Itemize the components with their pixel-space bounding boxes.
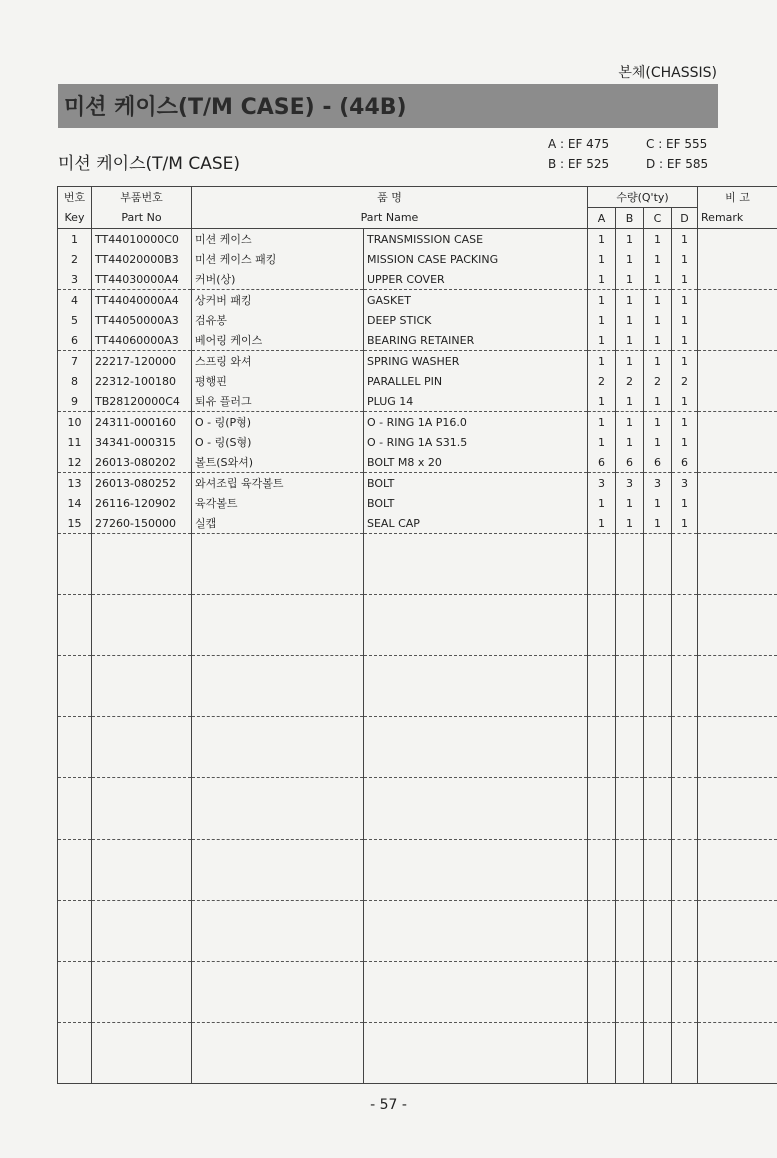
row-name-ko: 퇴유 플러그 bbox=[192, 391, 364, 412]
row-key: 2 bbox=[58, 249, 92, 269]
empty-cell bbox=[192, 595, 364, 656]
row-name-en: BOLT bbox=[364, 493, 588, 513]
row-part-no: 24311-000160 bbox=[92, 412, 192, 433]
row-remark bbox=[698, 290, 777, 311]
row-remark bbox=[698, 249, 777, 269]
empty-cell bbox=[698, 778, 777, 839]
row-qty-a: 3 bbox=[588, 473, 616, 494]
row-part-no: 34341-000315 bbox=[92, 432, 192, 452]
empty-row bbox=[58, 534, 777, 595]
empty-cell bbox=[58, 961, 92, 1022]
row-qty-d: 2 bbox=[672, 371, 698, 391]
row-name-en: GASKET bbox=[364, 290, 588, 311]
row-remark bbox=[698, 452, 777, 473]
row-part-no: 22312-100180 bbox=[92, 371, 192, 391]
row-key: 11 bbox=[58, 432, 92, 452]
header-qty-a: A bbox=[588, 208, 616, 229]
row-qty-c: 1 bbox=[644, 290, 672, 311]
empty-cell bbox=[588, 839, 616, 900]
empty-cell bbox=[192, 717, 364, 778]
row-part-no: TT44060000A3 bbox=[92, 330, 192, 351]
empty-cell bbox=[364, 595, 588, 656]
empty-cell bbox=[698, 900, 777, 961]
row-qty-d: 1 bbox=[672, 351, 698, 372]
header-qty: 수량(Q'ty) bbox=[588, 187, 698, 208]
row-key: 12 bbox=[58, 452, 92, 473]
header-row-korean bbox=[58, 187, 777, 208]
table-row bbox=[58, 310, 777, 330]
row-qty-d: 1 bbox=[672, 513, 698, 534]
empty-cell bbox=[364, 717, 588, 778]
row-name-ko: 육각볼트 bbox=[192, 493, 364, 513]
row-part-no: 26013-080202 bbox=[92, 452, 192, 473]
row-qty-c: 1 bbox=[644, 310, 672, 330]
row-name-en: TRANSMISSION CASE bbox=[364, 229, 588, 250]
row-qty-c: 1 bbox=[644, 330, 672, 351]
empty-cell bbox=[364, 656, 588, 717]
model-d: D : EF 585 bbox=[646, 157, 709, 171]
table-row bbox=[58, 371, 777, 391]
empty-cell bbox=[616, 1022, 644, 1083]
empty-cell bbox=[644, 534, 672, 595]
empty-cell bbox=[698, 839, 777, 900]
row-name-ko: 미션 케이스 패킹 bbox=[192, 249, 364, 269]
row-name-en: DEEP STICK bbox=[364, 310, 588, 330]
empty-cell bbox=[616, 778, 644, 839]
empty-cell bbox=[644, 1022, 672, 1083]
row-qty-b: 1 bbox=[616, 432, 644, 452]
empty-cell bbox=[588, 595, 616, 656]
table-row bbox=[58, 269, 777, 290]
empty-cell bbox=[192, 961, 364, 1022]
row-name-ko: 볼트(S와셔) bbox=[192, 452, 364, 473]
empty-cell bbox=[92, 595, 192, 656]
row-name-en: UPPER COVER bbox=[364, 269, 588, 290]
row-name-en: SPRING WASHER bbox=[364, 351, 588, 372]
row-name-ko: O - 링(P형) bbox=[192, 412, 364, 433]
row-remark bbox=[698, 330, 777, 351]
row-qty-d: 3 bbox=[672, 473, 698, 494]
row-qty-a: 1 bbox=[588, 493, 616, 513]
row-name-ko: 상커버 패킹 bbox=[192, 290, 364, 311]
row-qty-d: 1 bbox=[672, 229, 698, 250]
model-c: C : EF 555 bbox=[646, 137, 708, 151]
empty-cell bbox=[192, 656, 364, 717]
row-name-en: PARALLEL PIN bbox=[364, 371, 588, 391]
row-remark bbox=[698, 513, 777, 534]
header-name-ko: 품 명 bbox=[192, 187, 588, 208]
row-qty-a: 1 bbox=[588, 351, 616, 372]
table-row bbox=[58, 351, 777, 372]
empty-row bbox=[58, 595, 777, 656]
row-name-en: O - RING 1A P16.0 bbox=[364, 412, 588, 433]
header-partno-ko: 부품번호 bbox=[92, 187, 192, 208]
row-name-en: SEAL CAP bbox=[364, 513, 588, 534]
table-row bbox=[58, 452, 777, 473]
empty-cell bbox=[698, 534, 777, 595]
empty-cell bbox=[588, 534, 616, 595]
row-qty-a: 1 bbox=[588, 269, 616, 290]
row-name-en: PLUG 14 bbox=[364, 391, 588, 412]
row-qty-b: 3 bbox=[616, 473, 644, 494]
row-part-no: TT44050000A3 bbox=[92, 310, 192, 330]
header-name-en: Part Name bbox=[192, 208, 588, 229]
table-row bbox=[58, 391, 777, 412]
empty-cell bbox=[616, 900, 644, 961]
row-qty-a: 1 bbox=[588, 310, 616, 330]
empty-cell bbox=[698, 1022, 777, 1083]
empty-cell bbox=[92, 656, 192, 717]
row-qty-d: 1 bbox=[672, 391, 698, 412]
model-b: B : EF 525 bbox=[548, 157, 610, 171]
row-qty-d: 1 bbox=[672, 412, 698, 433]
empty-cell bbox=[364, 534, 588, 595]
empty-cell bbox=[364, 961, 588, 1022]
row-key: 14 bbox=[58, 493, 92, 513]
header-qty-d: D bbox=[672, 208, 698, 229]
row-qty-d: 1 bbox=[672, 249, 698, 269]
row-name-ko: 스프링 와셔 bbox=[192, 351, 364, 372]
row-qty-c: 3 bbox=[644, 473, 672, 494]
row-qty-d: 1 bbox=[672, 493, 698, 513]
empty-row bbox=[58, 961, 777, 1022]
row-name-ko: O - 링(S형) bbox=[192, 432, 364, 452]
empty-cell bbox=[92, 1022, 192, 1083]
empty-cell bbox=[92, 717, 192, 778]
row-name-en: O - RING 1A S31.5 bbox=[364, 432, 588, 452]
row-qty-b: 1 bbox=[616, 351, 644, 372]
empty-cell bbox=[588, 778, 616, 839]
empty-cell bbox=[616, 717, 644, 778]
row-key: 15 bbox=[58, 513, 92, 534]
row-name-ko: 평행핀 bbox=[192, 371, 364, 391]
row-part-no: TT44020000B3 bbox=[92, 249, 192, 269]
empty-cell bbox=[672, 778, 698, 839]
row-qty-c: 2 bbox=[644, 371, 672, 391]
header-key-en: Key bbox=[58, 208, 92, 229]
row-name-en: BOLT M8 x 20 bbox=[364, 452, 588, 473]
row-name-ko: 베어링 케이스 bbox=[192, 330, 364, 351]
empty-cell bbox=[644, 839, 672, 900]
row-qty-a: 1 bbox=[588, 513, 616, 534]
empty-cell bbox=[192, 534, 364, 595]
table-row bbox=[58, 493, 777, 513]
row-name-en: BEARING RETAINER bbox=[364, 330, 588, 351]
empty-cell bbox=[58, 534, 92, 595]
empty-cell bbox=[616, 656, 644, 717]
header-remark-ko: 비 고 bbox=[698, 187, 777, 208]
empty-cell bbox=[644, 595, 672, 656]
empty-cell bbox=[588, 656, 616, 717]
empty-cell bbox=[698, 656, 777, 717]
row-part-no: 27260-150000 bbox=[92, 513, 192, 534]
empty-cell bbox=[588, 961, 616, 1022]
table-row bbox=[58, 290, 777, 311]
row-remark bbox=[698, 412, 777, 433]
row-key: 9 bbox=[58, 391, 92, 412]
empty-cell bbox=[92, 961, 192, 1022]
row-name-ko: 검유봉 bbox=[192, 310, 364, 330]
empty-cell bbox=[58, 1022, 92, 1083]
banner-title: 미션 케이스(T/M CASE) - (44B) bbox=[64, 95, 407, 120]
empty-cell bbox=[58, 778, 92, 839]
row-qty-d: 1 bbox=[672, 290, 698, 311]
empty-cell bbox=[364, 900, 588, 961]
row-name-en: MISSION CASE PACKING bbox=[364, 249, 588, 269]
row-qty-c: 1 bbox=[644, 391, 672, 412]
page-number: - 57 - bbox=[370, 1097, 407, 1113]
row-qty-b: 1 bbox=[616, 310, 644, 330]
empty-cell bbox=[672, 717, 698, 778]
empty-cell bbox=[672, 656, 698, 717]
table-row bbox=[58, 412, 777, 433]
row-part-no: 22217-120000 bbox=[92, 351, 192, 372]
empty-row bbox=[58, 839, 777, 900]
section-label: 본체(CHASSIS) bbox=[618, 65, 717, 81]
row-qty-b: 1 bbox=[616, 330, 644, 351]
row-qty-c: 1 bbox=[644, 229, 672, 250]
row-part-no: TT44040000A4 bbox=[92, 290, 192, 311]
row-qty-d: 1 bbox=[672, 269, 698, 290]
empty-cell bbox=[644, 900, 672, 961]
row-remark bbox=[698, 371, 777, 391]
row-remark bbox=[698, 391, 777, 412]
row-qty-a: 1 bbox=[588, 412, 616, 433]
row-qty-b: 2 bbox=[616, 371, 644, 391]
empty-cell bbox=[92, 778, 192, 839]
row-qty-b: 1 bbox=[616, 493, 644, 513]
row-name-ko: 미션 케이스 bbox=[192, 229, 364, 250]
row-remark bbox=[698, 269, 777, 290]
row-part-no: TT44010000C0 bbox=[92, 229, 192, 250]
row-qty-b: 1 bbox=[616, 290, 644, 311]
empty-cell bbox=[644, 717, 672, 778]
empty-cell bbox=[672, 595, 698, 656]
row-remark bbox=[698, 493, 777, 513]
empty-cell bbox=[672, 1022, 698, 1083]
empty-cell bbox=[698, 595, 777, 656]
row-qty-b: 1 bbox=[616, 391, 644, 412]
table-row bbox=[58, 249, 777, 269]
empty-cell bbox=[58, 656, 92, 717]
row-key: 7 bbox=[58, 351, 92, 372]
row-qty-b: 1 bbox=[616, 513, 644, 534]
empty-row bbox=[58, 717, 777, 778]
row-remark bbox=[698, 473, 777, 494]
row-qty-a: 1 bbox=[588, 229, 616, 250]
table-row bbox=[58, 229, 777, 250]
row-qty-c: 1 bbox=[644, 351, 672, 372]
empty-cell bbox=[644, 656, 672, 717]
empty-cell bbox=[58, 717, 92, 778]
parts-body bbox=[58, 229, 777, 1084]
table-row bbox=[58, 513, 777, 534]
row-qty-d: 1 bbox=[672, 310, 698, 330]
row-qty-c: 1 bbox=[644, 493, 672, 513]
row-remark bbox=[698, 229, 777, 250]
header-row-english bbox=[58, 208, 777, 229]
empty-cell bbox=[192, 778, 364, 839]
row-qty-b: 6 bbox=[616, 452, 644, 473]
header-qty-b: B bbox=[616, 208, 644, 229]
header-partno-en: Part No bbox=[92, 208, 192, 229]
table-row bbox=[58, 473, 777, 494]
empty-cell bbox=[92, 839, 192, 900]
empty-cell bbox=[92, 534, 192, 595]
empty-cell bbox=[672, 900, 698, 961]
row-qty-b: 1 bbox=[616, 269, 644, 290]
empty-cell bbox=[616, 595, 644, 656]
empty-cell bbox=[698, 961, 777, 1022]
empty-cell bbox=[616, 961, 644, 1022]
row-name-ko: 와셔조립 육각볼트 bbox=[192, 473, 364, 494]
row-qty-d: 6 bbox=[672, 452, 698, 473]
row-qty-b: 1 bbox=[616, 229, 644, 250]
row-part-no: TT44030000A4 bbox=[92, 269, 192, 290]
empty-cell bbox=[644, 961, 672, 1022]
empty-cell bbox=[588, 717, 616, 778]
row-key: 1 bbox=[58, 229, 92, 250]
row-qty-b: 1 bbox=[616, 412, 644, 433]
row-name-ko: 커버(상) bbox=[192, 269, 364, 290]
row-key: 5 bbox=[58, 310, 92, 330]
empty-cell bbox=[192, 839, 364, 900]
empty-row bbox=[58, 656, 777, 717]
page-subtitle: 미션 케이스(T/M CASE) bbox=[58, 154, 240, 174]
empty-cell bbox=[58, 595, 92, 656]
row-name-en: BOLT bbox=[364, 473, 588, 494]
title-banner bbox=[58, 84, 718, 128]
header-key-ko: 번호 bbox=[58, 187, 92, 208]
model-a: A : EF 475 bbox=[548, 137, 610, 151]
row-key: 8 bbox=[58, 371, 92, 391]
row-qty-d: 1 bbox=[672, 330, 698, 351]
row-name-ko: 실캡 bbox=[192, 513, 364, 534]
row-qty-a: 6 bbox=[588, 452, 616, 473]
row-remark bbox=[698, 432, 777, 452]
row-key: 3 bbox=[58, 269, 92, 290]
row-qty-c: 1 bbox=[644, 249, 672, 269]
row-qty-a: 2 bbox=[588, 371, 616, 391]
header-qty-c: C bbox=[644, 208, 672, 229]
empty-cell bbox=[192, 1022, 364, 1083]
row-key: 6 bbox=[58, 330, 92, 351]
empty-cell bbox=[364, 1022, 588, 1083]
row-key: 13 bbox=[58, 473, 92, 494]
row-qty-c: 1 bbox=[644, 412, 672, 433]
row-qty-a: 1 bbox=[588, 249, 616, 269]
row-key: 10 bbox=[58, 412, 92, 433]
empty-cell bbox=[58, 900, 92, 961]
table-row bbox=[58, 330, 777, 351]
empty-row bbox=[58, 1022, 777, 1083]
empty-cell bbox=[672, 839, 698, 900]
row-qty-c: 6 bbox=[644, 452, 672, 473]
row-key: 4 bbox=[58, 290, 92, 311]
empty-cell bbox=[364, 839, 588, 900]
row-qty-b: 1 bbox=[616, 249, 644, 269]
empty-cell bbox=[588, 1022, 616, 1083]
row-part-no: TB28120000C4 bbox=[92, 391, 192, 412]
row-qty-c: 1 bbox=[644, 513, 672, 534]
row-part-no: 26116-120902 bbox=[92, 493, 192, 513]
empty-cell bbox=[192, 900, 364, 961]
row-remark bbox=[698, 310, 777, 330]
empty-cell bbox=[616, 534, 644, 595]
header-remark-en: Remark bbox=[698, 208, 777, 229]
empty-cell bbox=[672, 534, 698, 595]
empty-row bbox=[58, 900, 777, 961]
row-qty-d: 1 bbox=[672, 432, 698, 452]
empty-cell bbox=[58, 839, 92, 900]
table-row bbox=[58, 432, 777, 452]
empty-cell bbox=[616, 839, 644, 900]
empty-cell bbox=[588, 900, 616, 961]
row-qty-c: 1 bbox=[644, 269, 672, 290]
parts-table bbox=[57, 186, 777, 1084]
row-qty-a: 1 bbox=[588, 290, 616, 311]
row-qty-a: 1 bbox=[588, 330, 616, 351]
empty-cell bbox=[92, 900, 192, 961]
empty-row bbox=[58, 778, 777, 839]
empty-cell bbox=[672, 961, 698, 1022]
row-part-no: 26013-080252 bbox=[92, 473, 192, 494]
row-qty-c: 1 bbox=[644, 432, 672, 452]
row-qty-a: 1 bbox=[588, 432, 616, 452]
empty-cell bbox=[644, 778, 672, 839]
row-qty-a: 1 bbox=[588, 391, 616, 412]
empty-cell bbox=[698, 717, 777, 778]
empty-cell bbox=[364, 778, 588, 839]
row-remark bbox=[698, 351, 777, 372]
